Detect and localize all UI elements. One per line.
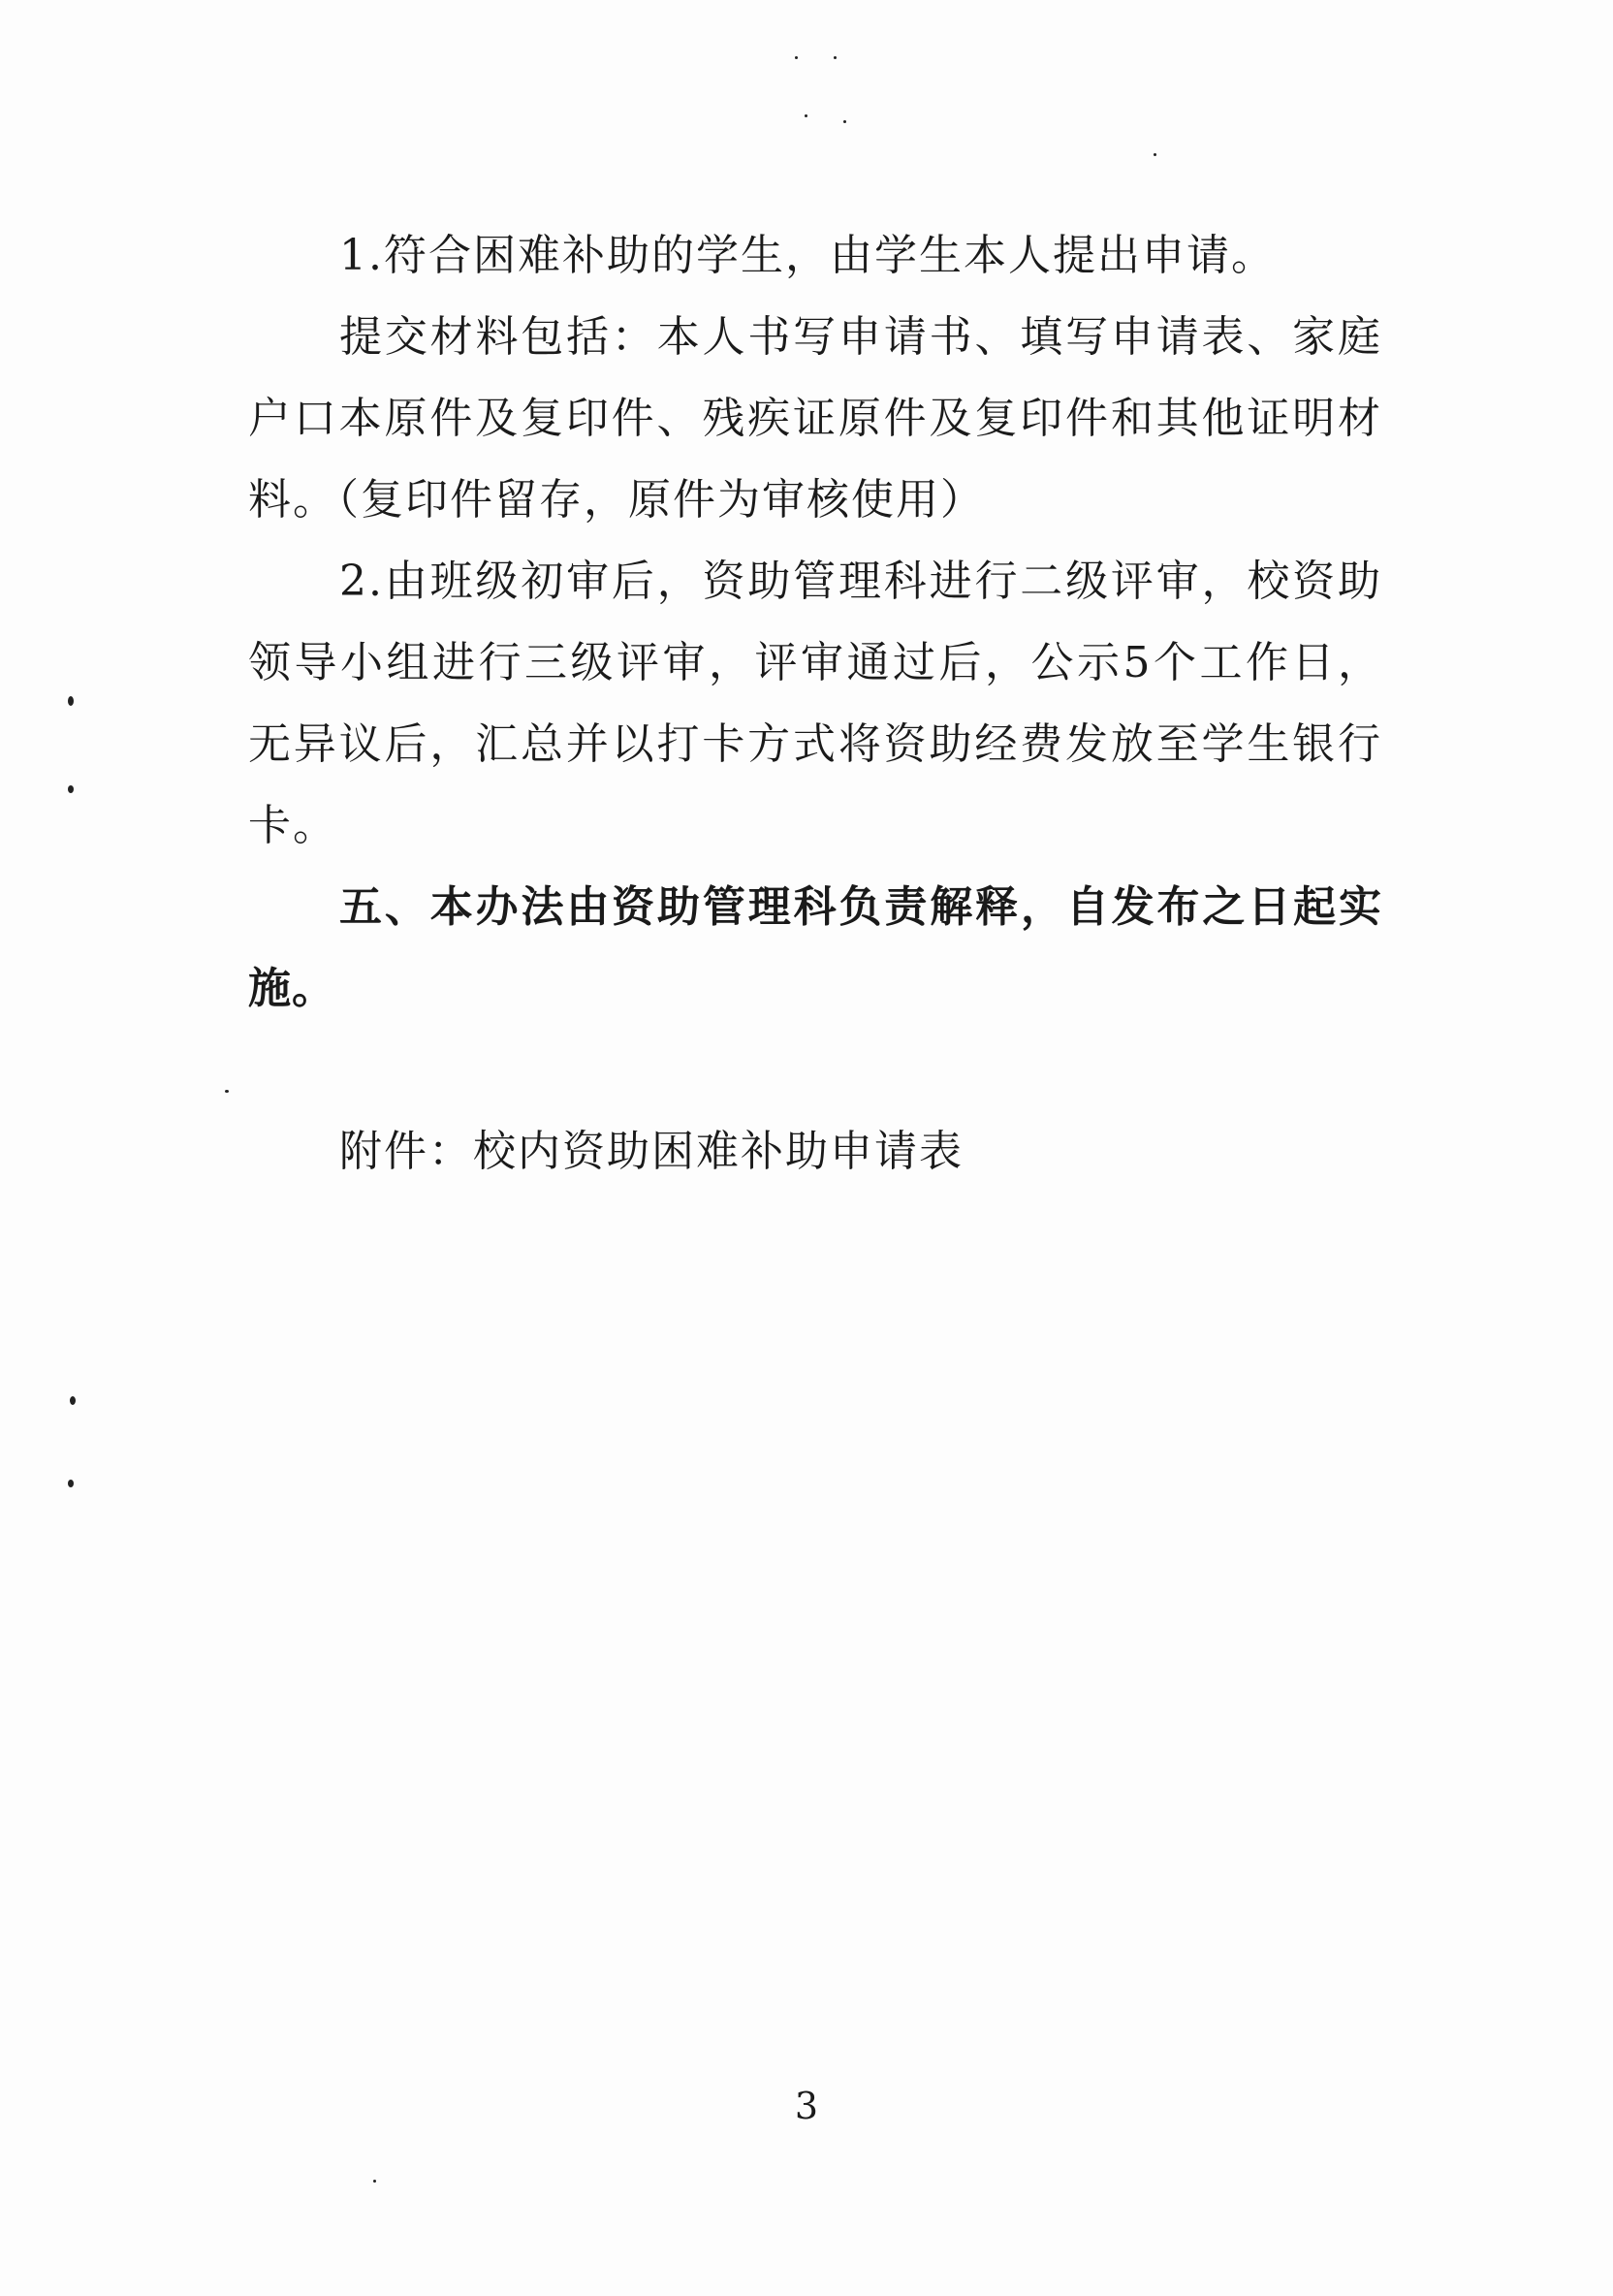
scan-speck [68,785,74,793]
scan-speck [795,56,798,59]
paragraph-review-process: 2.由班级初审后，资助管理科进行二级评审，校资助领导小组进行三级评审，评审通过后，公示5个工作日，无异议后，汇总并以打卡方式将资助经费发放至学生银行卡。 [248,557,1382,850]
scan-speck [68,1480,74,1487]
document-body [248,215,1382,1193]
scan-speck [843,120,846,123]
page-number: 3 [794,2085,819,2127]
paragraph-interpretation: 五、本办法由资助管理科负责解释，自发布之日起实施。 [248,882,1382,1013]
scan-speck [805,114,807,117]
attachment-line: 附件：校内资助困难补助申请表 [339,1127,964,1176]
paragraph-materials: 提交材料包括：本人书写申请书、填写申请表、家庭户口本原件及复印件、残疾证原件及复印件和其他证明材料。（复印件留存，原件为审核使用） [248,312,1382,525]
scan-speck [834,56,837,59]
paragraph-application: 1.符合困难补助的学生，由学生本人提出申请。 [339,231,1276,280]
scan-speck [373,2180,376,2183]
scan-speck [68,696,74,706]
scan-speck [1154,153,1156,156]
scan-speck [70,1396,76,1405]
scan-speck [225,1090,229,1093]
